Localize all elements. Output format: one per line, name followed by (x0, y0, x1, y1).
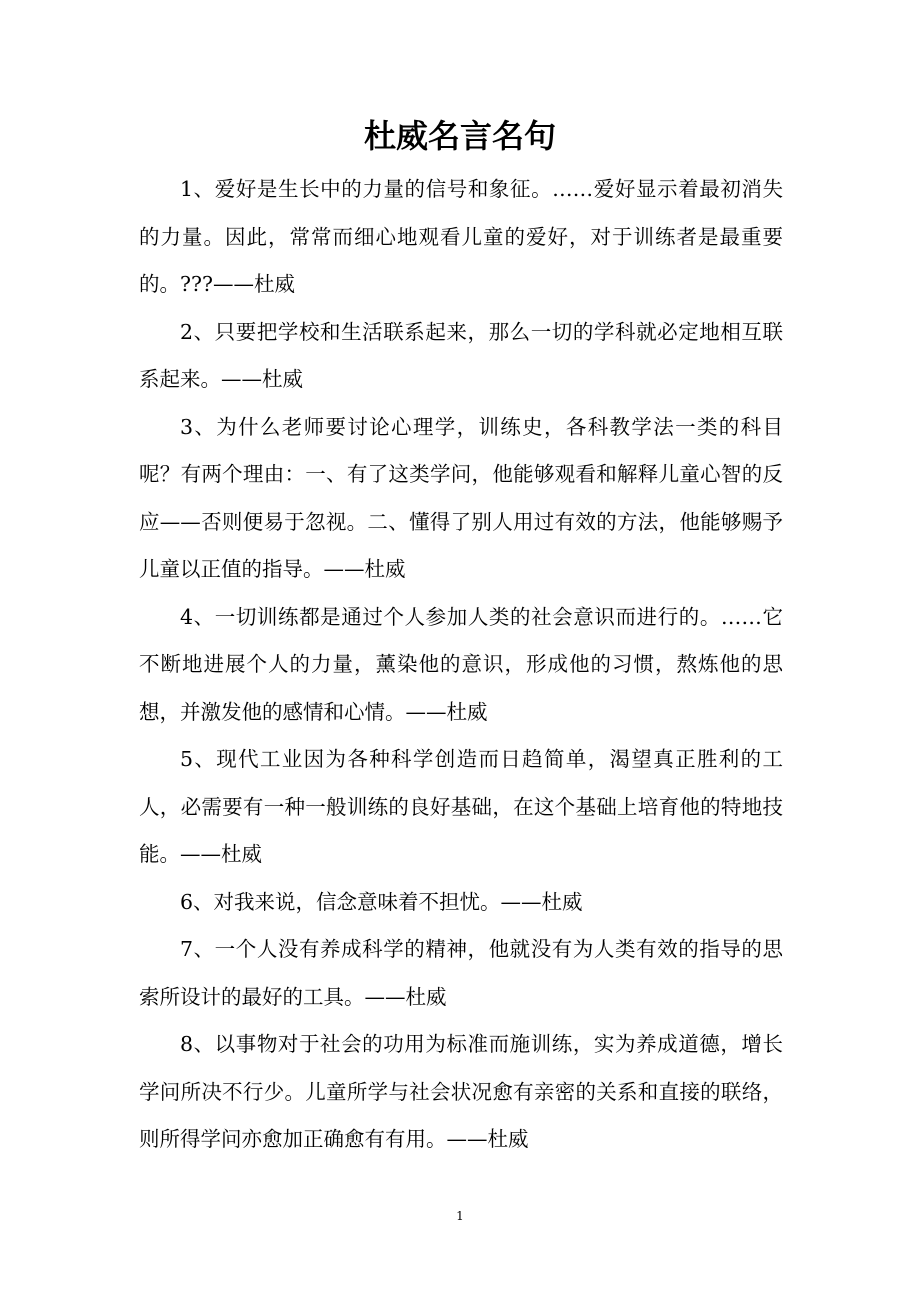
quote-paragraph-5: 5、现代工业因为各种科学创造而日趋简单，渴望真正胜利的工人，必需要有一种一般训练的良好基础，在这个基础上培育他的特地技能。——杜威 (139, 747, 783, 866)
quote-paragraph-4: 4、一切训练都是通过个人参加人类的社会意识而进行的。……它不断地进展个人的力量，薰染他的意识，形成他的习惯，熬炼他的思想，并激发他的感情和心情。——杜威 (139, 604, 783, 724)
quote-paragraph-2: 2、只要把学校和生活联系起来，那么一切的学科就必定地相互联系起来。——杜威 (139, 319, 783, 391)
quote-paragraph-8: 8、以事物对于社会的功用为标准而施训练，实为养成道德，增长学问所决不行少。儿童所学与社会状况愈有亲密的关系和直接的联络，则所得学问亦愈加正确愈有有用。——杜威 (139, 1032, 783, 1151)
quote-paragraph-6: 6、对我来说，信念意味着不担忧。——杜威 (180, 889, 583, 914)
quote-paragraph-7: 7、一个人没有养成科学的精神，他就没有为人类有效的指导的思索所设计的最好的工具。——杜威 (139, 937, 783, 1009)
page-title: 杜威名言名句 (363, 117, 556, 155)
quote-list (139, 166, 783, 1164)
page-number: 1 (456, 1209, 464, 1223)
quote-paragraph-3: 3、为什么老师要讨论心理学，训练史，各科教学法一类的科目呢？有两个理由：一、有了这类学问，他能够观看和解释儿童心智的反应——否则便易于忽视。二、懂得了别人用过有效的方法，他能够赐予儿童以正值的指导。——杜威 (139, 414, 783, 581)
quote-paragraph-1: 1、爱好是生长中的力量的信号和象征。……爱好显示着最初消失的力量。因此，常常而细心地观看儿童的爱好，对于训练者是最重要的。???——杜威 (139, 177, 783, 296)
